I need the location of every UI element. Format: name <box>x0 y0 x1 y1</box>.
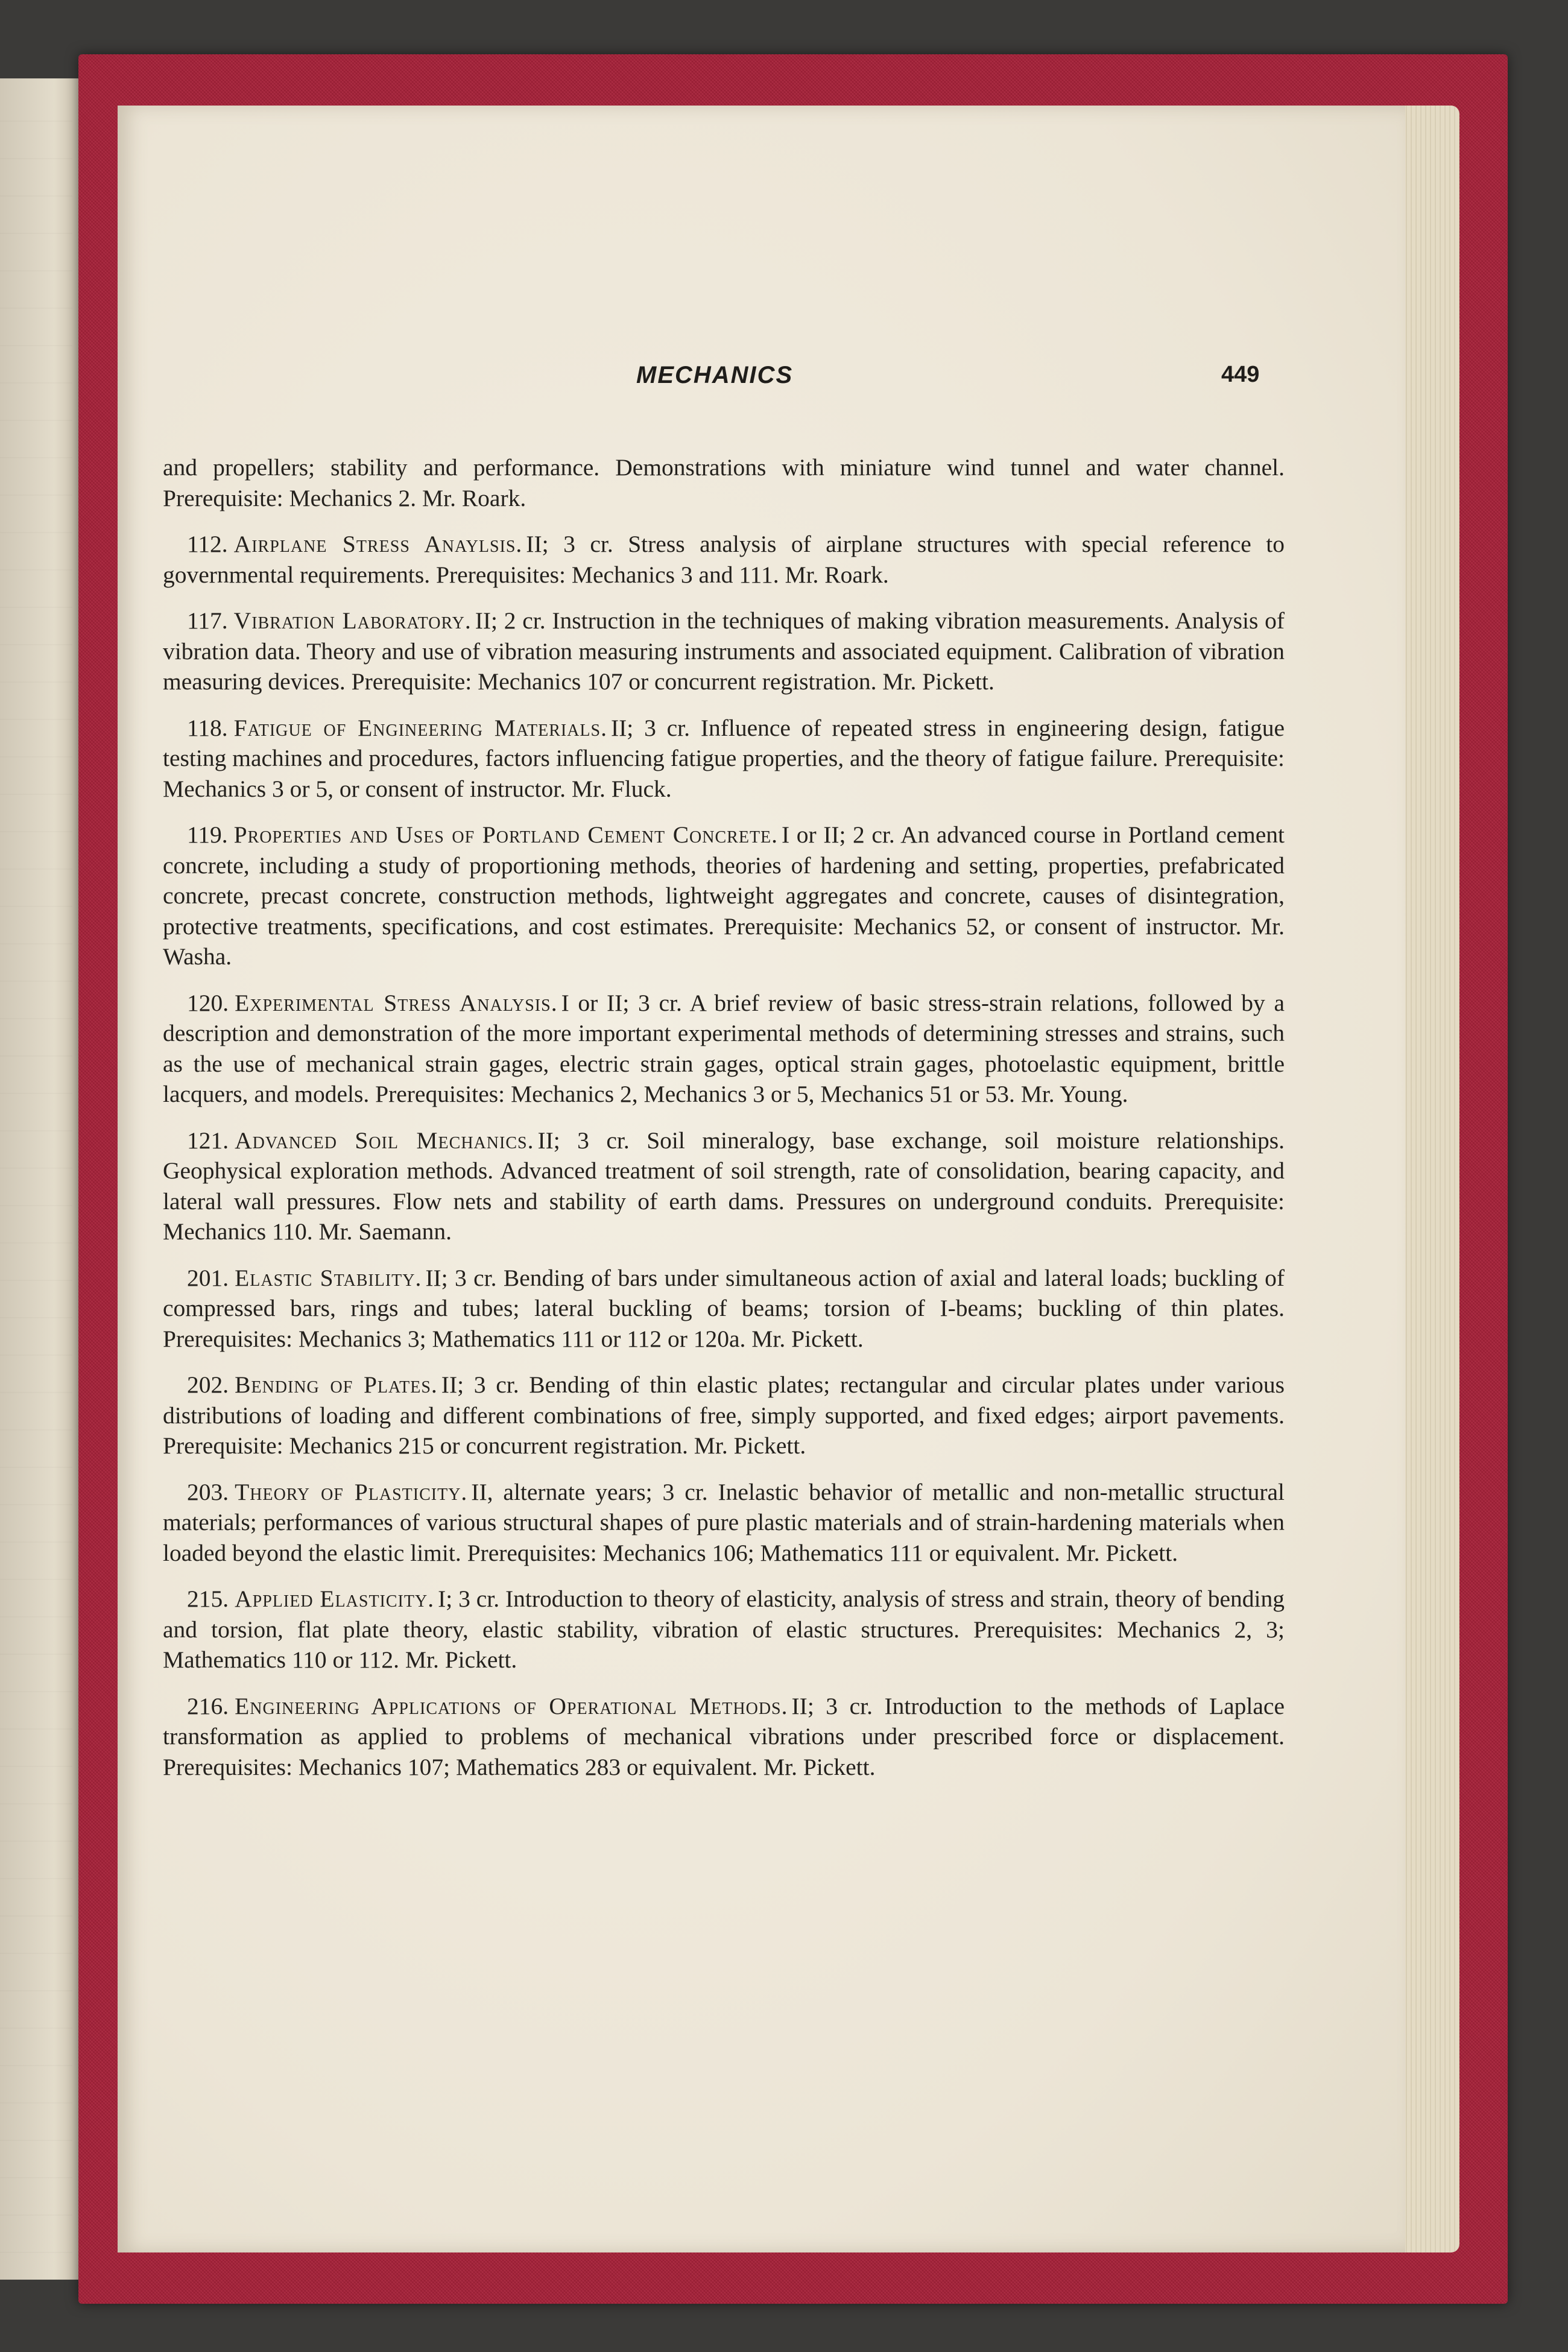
continuation-paragraph: and propellers; stability and performance. Demonstrations with miniature wind tunnel and water channel. Prerequisite: Mechanics 2. Mr. Roark. <box>163 454 1285 511</box>
course-title: Applied Elasticity. <box>235 1585 435 1612</box>
course-description: II, alternate years; 3 cr. Inelastic behavior of metallic and non-metallic structural materials; performances of various structural shapes of pure plastic materials and of strain-hardening materials when loaded beyond the elastic limit. Prerequisites: Mechanics 106; Mathematics 111 or equivalent. Mr. Pickett. <box>163 1478 1285 1566</box>
course-entry <box>163 713 1285 805</box>
course-number: 120. <box>187 989 229 1016</box>
body-text <box>163 452 1285 1798</box>
course-number: 216. <box>187 1692 229 1719</box>
course-entry <box>163 605 1285 697</box>
course-title: Vibration Laboratory. <box>233 607 472 634</box>
course-title: Fatigue of Engineering Materials. <box>233 714 607 741</box>
course-description: II; 3 cr. Introduction to the methods of Laplace transformation as applied to problems of mechanical vibrations under prescribed force or displacement. Prerequisites: Mechanics 107; Mathematics 283 or equivalent. Mr. Pickett. <box>163 1692 1285 1780</box>
course-title: Airplane Stress Anaylsis. <box>233 531 523 557</box>
page-title: MECHANICS <box>636 362 794 388</box>
course-title: Elastic Stability. <box>235 1264 422 1291</box>
course-title: Bending of Plates. <box>235 1371 438 1398</box>
course-description: I or II; 3 cr. A brief review of basic stress-strain relations, followed by a description and demonstration of the more important experimental methods of determining stresses and strains, such as the use of mechanical strain gages, electric strain gages, optical strain gages, photoelastic equipment, brittle lacquers, and models. Prerequisites: Mechanics 2, Mechanics 3 or 5, Mechanics 51 or 53. Mr. Young. <box>163 989 1285 1107</box>
course-list <box>163 529 1285 1782</box>
course-entry <box>163 1370 1285 1461</box>
course-number: 112. <box>187 531 228 557</box>
course-entry <box>163 1263 1285 1355</box>
course-number: 119. <box>187 821 228 848</box>
course-entry <box>163 820 1285 972</box>
previous-page-shading <box>0 84 72 2274</box>
course-entry <box>163 1691 1285 1783</box>
course-number: 118. <box>187 714 228 741</box>
course-description: II; 3 cr. Bending of bars under simultaneous action of axial and lateral loads; buckling of compressed bars, rings and tubes; lateral buckling of beams; torsion of I-beams; buckling of thin plates. Prerequisites: Mechanics 3; Mathematics 111 or 112 or 120a. Mr. Pickett. <box>163 1264 1285 1352</box>
course-description: I; 3 cr. Introduction to theory of elasticity, analysis of stress and strain, theory of bending and torsion, flat plate theory, elastic stability, vibration of elastic structures. Prerequisites: Mechanics 2, 3; Mathematics 110 or 112. Mr. Pickett. <box>163 1585 1285 1673</box>
course-title: Theory of Plasticity. <box>235 1478 468 1505</box>
course-number: 117. <box>187 607 228 634</box>
page-number: 449 <box>1221 362 1260 387</box>
course-number: 121. <box>187 1127 229 1154</box>
course-description: II; 3 cr. Influence of repeated stress in engineering design, fatigue testing machines and procedures, factors influencing fatigue properties, and the theory of fatigue failure. Prerequisite: Mechanics 3 or 5, or consent of instructor. Mr. Fluck. <box>163 714 1285 802</box>
course-title: Properties and Uses of Portland Cement Concrete. <box>233 821 779 848</box>
course-description: II; 3 cr. Bending of thin elastic plates; rectangular and circular plates under various distributions of loading and different combinations of free, simply supported, and fixed edges; airport pavements. Prerequisite: Mechanics 215 or concurrent registration. Mr. Pickett. <box>163 1371 1285 1459</box>
course-number: 201. <box>187 1264 229 1291</box>
course-description: II; 3 cr. Soil mineralogy, base exchange, soil moisture relationships. Geophysical exploration methods. Advanced treatment of soil strength, rate of consolidation, bearing capacity, and lateral wall pressures. Flow nets and stability of earth dams. Pressures on underground conduits. Prerequisite: Mechanics 110. Mr. Saemann. <box>163 1127 1285 1245</box>
course-number: 215. <box>187 1585 229 1612</box>
course-number: 202. <box>187 1371 229 1398</box>
course-entry <box>163 1125 1285 1247</box>
course-title: Experimental Stress Analysis. <box>235 989 558 1016</box>
course-number: 203. <box>187 1478 229 1505</box>
book-page <box>118 106 1405 2252</box>
course-description: I or II; 2 cr. An advanced course in Portland cement concrete, including a study of proportioning methods, theories of hardening and setting, properties, prefabricated concrete, precast concrete, construction methods, lightweight aggregates and concrete, causes of disintegration, protective treatments, specifications, and cost estimates. Prerequisite: Mechanics 52, or consent of instructor. Mr. Washa. <box>163 821 1285 970</box>
course-description: II; 2 cr. Instruction in the techniques of making vibration measurements. Analysis of vibration data. Theory and use of vibration measuring instruments and associated equipment. Calibration of vibration measuring devices. Prerequisite: Mechanics 107 or concurrent registration. Mr. Pickett. <box>163 607 1285 695</box>
course-entry <box>163 988 1285 1110</box>
course-entry <box>163 1477 1285 1569</box>
course-description: II; 3 cr. Stress analysis of airplane structures with special reference to governmental requirements. Prerequisites: Mechanics 3 and 111. Mr. Roark. <box>163 531 1285 588</box>
course-title: Advanced Soil Mechanics. <box>235 1127 534 1154</box>
course-entry <box>163 529 1285 590</box>
course-title: Engineering Applications of Operational Methods. <box>235 1692 788 1719</box>
course-entry <box>163 1584 1285 1675</box>
running-head <box>118 362 1405 404</box>
